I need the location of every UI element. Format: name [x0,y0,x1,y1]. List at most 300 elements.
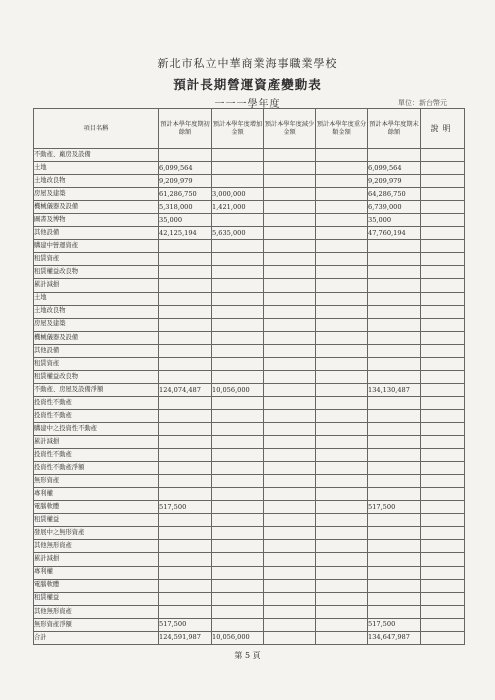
amount-cell [316,188,368,201]
item-name-cell: 房屋及建築 [34,188,159,201]
note-cell [421,527,465,540]
amount-cell [159,553,212,566]
item-name-cell: 累計減損 [34,553,159,566]
item-name-cell: 租賃權益改良物 [34,266,159,279]
item-name-cell: 機械儀器及設備 [34,331,159,344]
amount-cell [159,579,212,592]
amount-cell [368,605,421,618]
amount-cell [368,396,421,409]
amount-cell [368,579,421,592]
note-cell [421,631,465,644]
note-cell [421,240,465,253]
note-cell [421,475,465,488]
item-name-cell: 專利權 [34,566,159,579]
amount-cell [316,396,368,409]
item-name-cell: 累計減損 [34,436,159,449]
amount-cell [316,449,368,462]
amount-cell [368,149,421,162]
item-name-cell: 投資性不動產 [34,396,159,409]
amount-cell: 35,000 [159,214,212,227]
item-name-cell: 圖書及博物 [34,214,159,227]
note-cell [421,540,465,553]
note-cell [421,566,465,579]
amount-cell: 517,500 [159,618,212,631]
amount-cell [212,266,264,279]
amount-cell [212,344,264,357]
note-cell [421,579,465,592]
amount-cell [264,162,316,175]
amount-cell [159,422,212,435]
amount-cell [316,488,368,501]
amount-cell [159,331,212,344]
amount-cell [368,422,421,435]
amount-cell [264,527,316,540]
amount-cell [264,501,316,514]
amount-cell [264,488,316,501]
table-row [34,540,465,553]
amount-cell [316,514,368,527]
amount-cell [264,383,316,396]
table-row [34,618,465,631]
note-cell [421,383,465,396]
amount-cell: 35,000 [368,214,421,227]
amount-cell [159,540,212,553]
amount-cell: 9,209,979 [368,175,421,188]
column-header: 預計本學年度減少金額 [264,109,316,149]
amount-cell [316,462,368,475]
amount-cell [368,462,421,475]
amount-cell [264,253,316,266]
column-header: 預計本學年度重分類金額 [316,109,368,149]
amount-cell [159,292,212,305]
amount-cell [212,279,264,292]
amount-cell [368,592,421,605]
note-cell [421,175,465,188]
table-row [34,501,465,514]
amount-cell [159,240,212,253]
amount-cell [316,370,368,383]
item-name-cell: 購建中之投資性不動產 [34,422,159,435]
amount-cell [264,579,316,592]
amount-cell: 517,500 [368,501,421,514]
item-name-cell: 機械儀器及設備 [34,201,159,214]
amount-cell [212,396,264,409]
table-header-row [34,109,465,149]
table-row [34,214,465,227]
amount-cell [368,553,421,566]
amount-cell: 47,760,194 [368,227,421,240]
note-cell [421,214,465,227]
item-name-cell: 專利權 [34,488,159,501]
amount-cell [316,266,368,279]
amount-cell [368,540,421,553]
amount-cell: 124,591,987 [159,631,212,644]
amount-cell: 6,739,000 [368,201,421,214]
note-cell [421,292,465,305]
amount-cell: 5,635,000 [212,227,264,240]
amount-cell [316,227,368,240]
item-name-cell: 無形資產 [34,475,159,488]
amount-cell [159,514,212,527]
amount-cell: 517,500 [368,618,421,631]
amount-cell [264,462,316,475]
amount-cell [212,357,264,370]
table-row [34,305,465,318]
amount-cell [212,253,264,266]
table-row [34,162,465,175]
amount-cell [264,188,316,201]
amount-cell [316,201,368,214]
item-name-cell: 租賃權益改良物 [34,370,159,383]
asset-change-table [33,108,465,645]
amount-cell [368,266,421,279]
amount-cell: 3,000,000 [212,188,264,201]
amount-cell [368,357,421,370]
amount-cell [264,175,316,188]
amount-cell [368,305,421,318]
amount-cell [212,331,264,344]
amount-cell [159,266,212,279]
amount-cell [368,436,421,449]
item-name-cell: 購建中營運資產 [34,240,159,253]
amount-cell [264,201,316,214]
note-cell [421,488,465,501]
amount-cell [159,449,212,462]
amount-cell [159,279,212,292]
amount-cell [212,605,264,618]
column-header: 項目名稱 [34,109,159,149]
amount-cell [264,305,316,318]
table-row [34,370,465,383]
amount-cell [368,527,421,540]
note-cell [421,279,465,292]
table-row [34,357,465,370]
table-row [34,149,465,162]
item-name-cell: 租賃權益 [34,592,159,605]
amount-cell [212,514,264,527]
column-header: 說明 [421,109,465,149]
amount-cell [159,436,212,449]
amount-cell [264,592,316,605]
amount-cell [316,566,368,579]
item-name-cell: 租賃資產 [34,253,159,266]
amount-cell [264,605,316,618]
column-header: 預計本學年度期初餘額 [159,109,212,149]
amount-cell [264,318,316,331]
report-title: 預計長期營運資產變動表 [173,77,322,92]
school-year: 一一一學年度 [214,99,281,110]
amount-cell [264,514,316,527]
table-row [34,514,465,527]
amount-cell [264,357,316,370]
item-name-cell: 累計減損 [34,279,159,292]
amount-cell [368,292,421,305]
amount-cell [264,344,316,357]
column-header: 預計本學年度增加金額 [212,109,264,149]
amount-cell [368,240,421,253]
table-row [34,527,465,540]
note-cell [421,449,465,462]
amount-cell: 42,125,194 [159,227,212,240]
item-name-cell: 租賃權益 [34,514,159,527]
amount-cell: 61,286,750 [159,188,212,201]
amount-cell [159,357,212,370]
item-name-cell: 投資性不動產淨額 [34,462,159,475]
amount-cell: 10,056,000 [212,631,264,644]
amount-cell [316,344,368,357]
item-name-cell: 其他無形資產 [34,605,159,618]
amount-cell [212,462,264,475]
amount-cell [316,553,368,566]
amount-cell [368,475,421,488]
item-name-cell: 電腦軟體 [34,579,159,592]
table-row [34,279,465,292]
table-row [34,344,465,357]
amount-cell [212,305,264,318]
amount-cell [212,449,264,462]
amount-cell [316,305,368,318]
amount-cell [159,305,212,318]
amount-cell [212,592,264,605]
note-cell [421,253,465,266]
amount-cell [264,631,316,644]
table-row [34,449,465,462]
table-row [34,292,465,305]
note-cell [421,305,465,318]
amount-cell [212,540,264,553]
amount-cell [316,162,368,175]
amount-cell [368,331,421,344]
amount-cell [212,162,264,175]
note-cell [421,592,465,605]
table-row [34,592,465,605]
amount-cell [212,566,264,579]
note-cell [421,501,465,514]
table-row [34,383,465,396]
amount-cell [212,214,264,227]
amount-cell: 134,647,987 [368,631,421,644]
amount-cell [316,618,368,631]
note-cell [421,201,465,214]
item-name-cell: 土地改良物 [34,175,159,188]
amount-cell [159,462,212,475]
amount-cell [159,370,212,383]
amount-cell [264,436,316,449]
table-row [34,396,465,409]
amount-cell [316,527,368,540]
amount-cell [212,409,264,422]
note-cell [421,162,465,175]
amount-cell [316,279,368,292]
table-row [34,175,465,188]
item-name-cell: 不動產、廠房及設備 [34,149,159,162]
amount-cell: 10,056,000 [212,383,264,396]
table-row [34,201,465,214]
table-row [34,318,465,331]
note-cell [421,436,465,449]
amount-cell [316,579,368,592]
note-cell [421,188,465,201]
amount-cell: 64,286,750 [368,188,421,201]
amount-cell [264,553,316,566]
amount-cell [316,175,368,188]
amount-cell [212,370,264,383]
table-row [34,240,465,253]
amount-cell [316,149,368,162]
amount-cell [159,592,212,605]
amount-cell: 5,318,000 [159,201,212,214]
note-cell [421,357,465,370]
item-name-cell: 租賃資產 [34,357,159,370]
item-name-cell: 投資性不動產 [34,449,159,462]
amount-cell [264,409,316,422]
table-row [34,409,465,422]
amount-cell [368,370,421,383]
amount-cell [316,318,368,331]
amount-cell [368,566,421,579]
amount-cell [212,488,264,501]
amount-cell [368,488,421,501]
item-name-cell: 投資性不動產 [34,409,159,422]
amount-cell [212,292,264,305]
item-name-cell: 無形資產淨額 [34,618,159,631]
item-name-cell: 房屋及建築 [34,318,159,331]
table-row [34,605,465,618]
table-row [34,475,465,488]
amount-cell [264,475,316,488]
note-cell [421,514,465,527]
note-cell [421,227,465,240]
amount-cell [212,501,264,514]
note-cell [421,331,465,344]
item-name-cell: 土地 [34,292,159,305]
amount-cell [264,292,316,305]
amount-cell [212,475,264,488]
column-header: 預計本學年度期末餘額 [368,109,421,149]
amount-cell [159,409,212,422]
amount-cell [316,357,368,370]
amount-cell [264,266,316,279]
amount-cell [316,253,368,266]
table-row [34,253,465,266]
table-row [34,422,465,435]
amount-cell [159,605,212,618]
table-row [34,488,465,501]
amount-cell [264,540,316,553]
amount-cell [264,370,316,383]
amount-cell: 1,421,000 [212,201,264,214]
table-row [34,227,465,240]
item-name-cell: 土地改良物 [34,305,159,318]
table-row [34,631,465,644]
amount-cell [316,409,368,422]
note-cell [421,605,465,618]
item-name-cell: 發展中之無形資產 [34,527,159,540]
amount-cell [264,279,316,292]
amount-cell: 6,099,564 [159,162,212,175]
amount-cell [159,527,212,540]
amount-cell [212,240,264,253]
amount-cell [316,475,368,488]
amount-cell [212,422,264,435]
note-cell [421,370,465,383]
amount-cell [159,318,212,331]
note-cell [421,266,465,279]
amount-cell [316,422,368,435]
note-cell [421,409,465,422]
amount-cell: 124,074,487 [159,383,212,396]
note-cell [421,553,465,566]
amount-cell [316,592,368,605]
amount-cell [316,331,368,344]
currency-unit: 單位：新台幣元 [398,99,447,107]
amount-cell [159,475,212,488]
amount-cell [368,318,421,331]
amount-cell [316,605,368,618]
table-row [34,579,465,592]
amount-cell [316,501,368,514]
amount-cell [212,436,264,449]
table-row [34,436,465,449]
amount-cell [212,149,264,162]
note-cell [421,396,465,409]
amount-cell: 9,209,979 [159,175,212,188]
amount-cell [212,618,264,631]
note-cell [421,462,465,475]
amount-cell [264,449,316,462]
amount-cell [368,344,421,357]
amount-cell [212,318,264,331]
amount-cell [212,579,264,592]
amount-cell: 6,099,564 [368,162,421,175]
amount-cell [316,292,368,305]
note-cell [421,318,465,331]
amount-cell [264,422,316,435]
school-name: 新北市私立中華商業海事職業學校 [157,57,338,70]
note-cell [421,149,465,162]
table-row [34,566,465,579]
amount-cell [264,396,316,409]
table-row [34,266,465,279]
amount-cell [159,253,212,266]
amount-cell [159,488,212,501]
note-cell [421,422,465,435]
item-name-cell: 土地 [34,162,159,175]
amount-cell: 134,130,487 [368,383,421,396]
amount-cell [368,279,421,292]
amount-cell [264,240,316,253]
amount-cell [212,553,264,566]
note-cell [421,618,465,631]
amount-cell [264,331,316,344]
amount-cell [212,527,264,540]
note-cell [421,344,465,357]
item-name-cell: 其他設備 [34,227,159,240]
table-body [34,149,465,645]
item-name-cell: 合計 [34,631,159,644]
table-row [34,331,465,344]
amount-cell [264,227,316,240]
amount-cell: 517,500 [159,501,212,514]
amount-cell [368,253,421,266]
item-name-cell: 其他設備 [34,344,159,357]
amount-cell [316,436,368,449]
amount-cell [264,214,316,227]
amount-cell [159,396,212,409]
amount-cell [264,566,316,579]
amount-cell [159,149,212,162]
amount-cell [316,540,368,553]
